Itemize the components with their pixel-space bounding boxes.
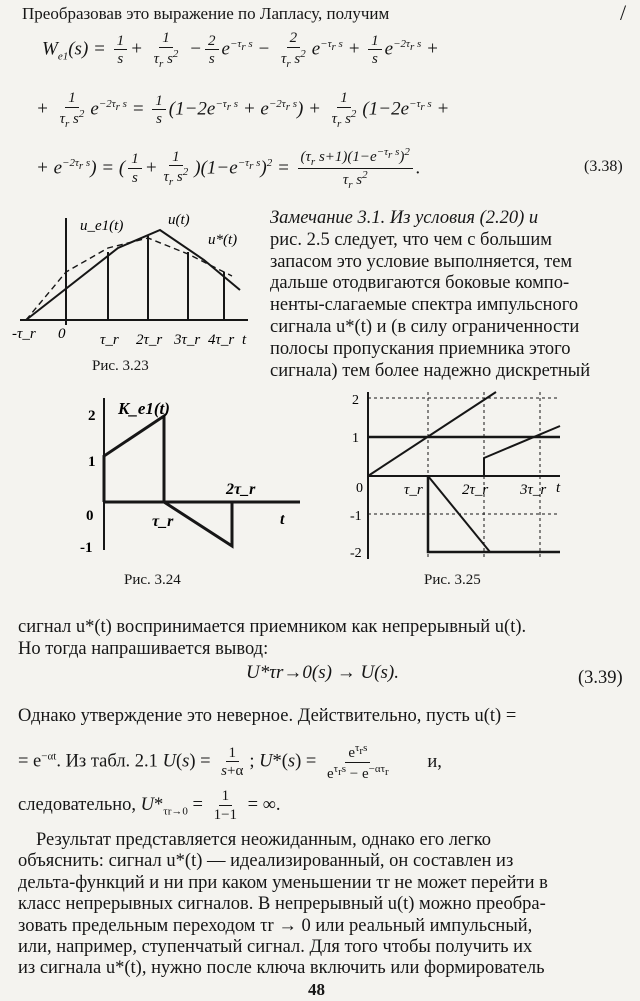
body-line: из сигнала u*(t), нужно после ключа включить или формирователь — [18, 958, 545, 979]
fig323-label-ue1: u_e1(t) — [80, 218, 124, 234]
body-line: зовать предельным переходом τr → 0 или реальный импульсный, — [18, 915, 533, 936]
fig325-tick-0: 0 — [356, 481, 363, 496]
fig324-tick-t: t — [280, 511, 285, 528]
fig323-tick-t: t — [242, 332, 247, 348]
eq-lhs-arg: (s) = — [68, 38, 106, 60]
remark-line: сигнала) тем более надежно дискретный — [270, 360, 591, 381]
fig325-tick-1: 1 — [352, 431, 359, 446]
fig323-label-u: u(t) — [168, 212, 190, 228]
fig323-tick-4tau: 4τ_r — [208, 332, 235, 348]
fig324-tick-1: 1 — [88, 454, 96, 470]
fig323-tick-2tau: 2τ_r — [136, 332, 163, 348]
fig325-tick-tau: τ_r — [404, 482, 423, 498]
figure-3-23 — [8, 210, 258, 360]
remark-line: рис. 2.5 следует, что чем с большим — [270, 229, 552, 250]
remark-line: полосы пропускания приемника этого — [270, 338, 571, 359]
equation-number-3-39: (3.39) — [578, 668, 623, 688]
fig325-tick-2tau: 2τ_r — [462, 482, 489, 498]
body-line: объяснить: сигнал u*(t) — идеализированный, он составлен из — [18, 851, 514, 872]
fig325-tick-t: t — [556, 480, 561, 496]
fig324-tick-minus1: -1 — [80, 540, 93, 556]
body-line: Результат представляется неожиданным, однако его легко — [36, 830, 492, 850]
body-line: сигнал u*(t) воспринимается приемником как непрерывный u(t). — [18, 617, 527, 637]
figure-3-25 — [350, 384, 570, 574]
remark-line: Замечание 3.1. Из условия (2.20) и — [270, 208, 539, 228]
fig324-tick-2: 2 — [88, 408, 96, 424]
remark-line: сигнала u*(t) и (в силу ограниченности — [270, 316, 580, 337]
body-line: или, например, ступенчатый сигнал. Для того чтобы получить их — [18, 937, 533, 958]
eq-lhs: W — [42, 38, 58, 60]
fig323-tick-minus-tau: -τ_r — [12, 326, 36, 342]
fig324-caption: Рис. 3.24 — [124, 572, 181, 588]
body-line: класс непрерывных сигналов. В непрерывный u(t) можно преобра- — [18, 894, 546, 915]
equation-3-38-line-2: + $\frac{1}{\tau_r s^2}$ $e^{-2\tau_r s}$ = $\frac{1}{s}$ $(1-2e^{-\tau_r s} + e^{-2\tau_r s})$ + $\frac{1}{\tau_r s^2}$ ($1-2e^{-\tau_r s}$ + — [36, 90, 450, 130]
header-line: Преобразовав это выражение по Лапласу, получим — [22, 4, 390, 23]
fig323-label-ustar: u*(t) — [208, 232, 238, 248]
fig324-tick-tau: τ_r — [152, 513, 174, 530]
fig324-label-k: K_e1(t) — [118, 399, 170, 418]
equation-3-38-line-1: $W_{e1}(s)$ = $\frac{1}{s}$ + $\frac{1}{\tau_r s^2}$ − $\frac{2}{s}$ $e^{-\tau_r s}$ − $\frac{2}{\tau_r s^2}$ $e^{-\tau_r s}$ + $\frac{1}{s}$ $e^{-2\tau_r s}$ + — [42, 30, 439, 70]
equation-number-3-38: (3.38) — [584, 158, 623, 175]
body-text-1 — [18, 616, 526, 660]
fig324-tick-2tau: 2τ_r — [226, 481, 256, 498]
remark-line: ненты-слагаемые спектра импульсного — [270, 295, 579, 316]
body-line: Однако утверждение это неверное. Действительно, пусть u(t) = — [18, 706, 517, 726]
body-line: Но тогда напрашивается вывод: — [18, 639, 269, 659]
fig323-tick-tau: τ_r — [100, 332, 119, 348]
remark-line: запасом это условие выполняется, тем — [270, 251, 573, 272]
fig324-tick-0: 0 — [86, 508, 94, 524]
equation-3-39: U*τr→0(s) → U(s). — [246, 662, 399, 683]
equation-3-38-line-3: + $e^{-2\tau_r s}$) = ( $\frac{1}{s}$ + $\frac{1}{\tau_r s^2}$ )$(1-e^{-\tau_r s})^2$ = $\frac{(\tau_r s+1)(1-e^{-\tau_r s})^2}{\tau_r s^2}$ . — [36, 146, 421, 192]
fig323-tick-0: 0 — [58, 326, 66, 342]
body-line: дельта-функций и ни при каком уменьшении τr не может перейти в — [18, 872, 548, 893]
margin-mark: / — [620, 0, 627, 25]
remark-paragraph — [270, 208, 590, 382]
figure-3-24 — [60, 390, 310, 570]
fig323-caption: Рис. 3.23 — [92, 358, 149, 374]
fig325-tick-minus2: -2 — [350, 546, 362, 561]
body-line-formula-2: следовательно, $U*_{\tau r\to 0}$ = $\frac{1}{1-1}$ = ∞. — [18, 788, 281, 823]
fig323-tick-3tau: 3τ_r — [174, 332, 201, 348]
fig325-caption: Рис. 3.25 — [424, 572, 481, 588]
body-line-formula: = $e^{-\alpha t}$. Из табл. 2.1 U(s) = $\frac{1}{s+\alpha}$ ; U*(s) = $\frac{e^{\tau_rs}}{e^{\tau_rs} - e^{-\alpha\tau_r}}$ и, — [18, 742, 442, 782]
body-text-3 — [18, 830, 548, 980]
fig325-tick-2: 2 — [352, 393, 359, 408]
eq-lhs-sub: e1 — [57, 50, 69, 63]
fig325-tick-3tau: 3τ_r — [520, 482, 547, 498]
fig325-tick-minus1: -1 — [350, 509, 362, 524]
page-number: 48 — [308, 980, 325, 999]
remark-line: дальше отодвигаются боковые компо- — [270, 273, 570, 294]
